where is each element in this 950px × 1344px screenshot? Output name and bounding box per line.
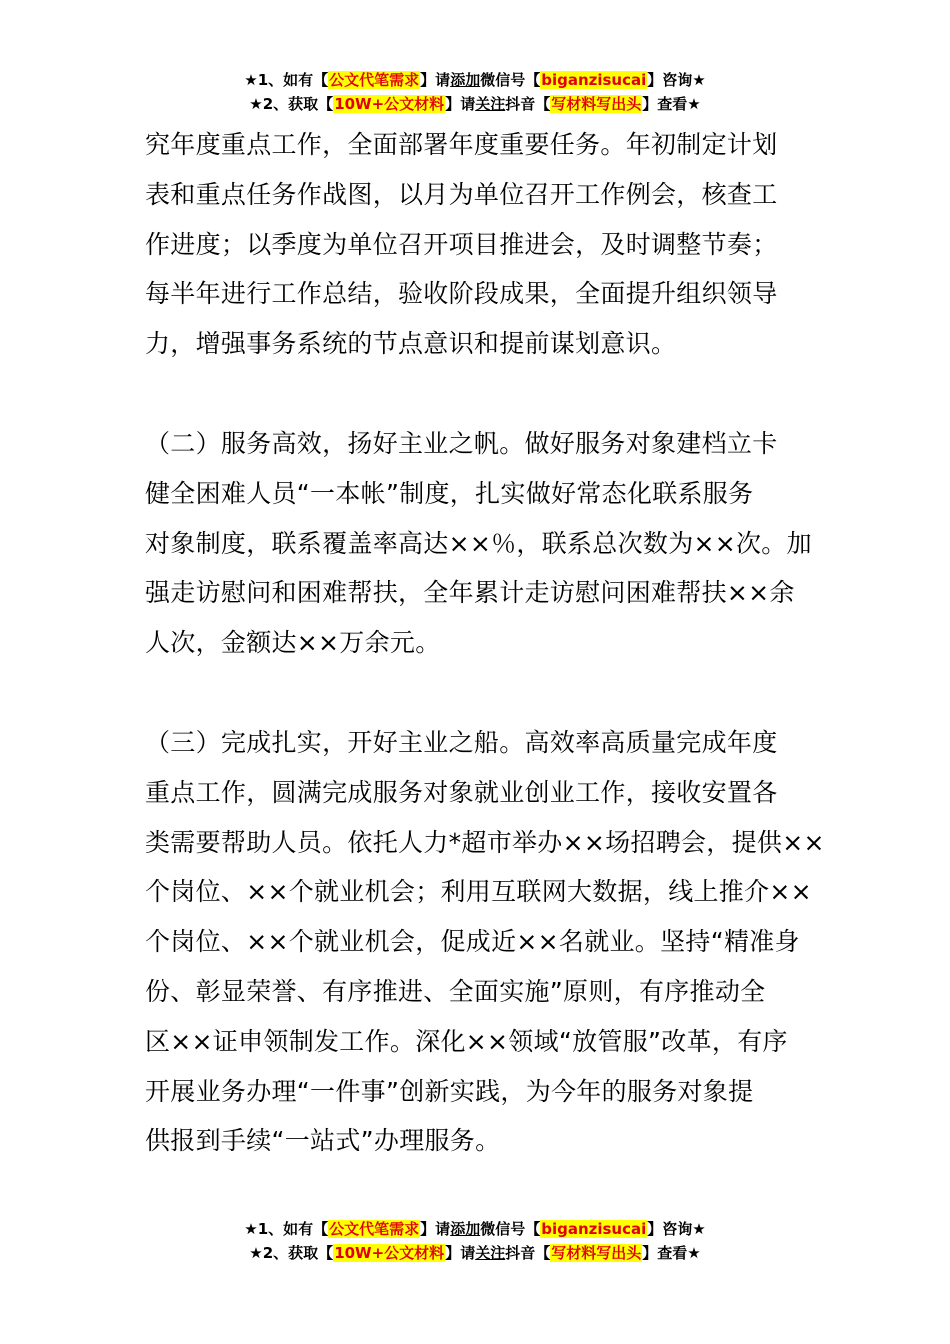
text-line: 每半年进行工作总结，验收阶段成果，全面提升组织领导 [145, 279, 778, 309]
text-line: 供报到手续“一站式”办理服务。 [145, 1126, 501, 1156]
highlight-douyin: 写材料写出头 [551, 95, 642, 113]
text-line: 人次，金额达××万余元。 [145, 628, 441, 658]
paragraph-continuation [145, 120, 807, 369]
text-line: 强走访慰问和困难帮扶，全年累计走访慰问困难帮扶××余 [145, 578, 795, 608]
text-line: 类需要帮助人员。依托人力*超市举办××场招聘会，提供×× [145, 827, 825, 857]
banner-line-2: ★2、获取【10W+公文材料】请关注抖音【写材料写出头】查看★ [249, 1244, 701, 1262]
banner-line-2: ★2、获取【10W+公文材料】请关注抖音【写材料写出头】查看★ [249, 95, 701, 113]
paragraph-completion [145, 718, 825, 1166]
text-line: 对象制度，联系覆盖率高达××％，联系总次数为××次。加 [145, 528, 812, 558]
text-line: 表和重点任务作战图，以月为单位召开工作例会，核查工 [145, 179, 778, 209]
text-line: 个岗位、××个就业机会，促成近××名就业。坚持“精准身 [145, 927, 800, 957]
text-line: 究年度重点工作，全面部署年度重要任务。年初制定计划 [145, 130, 778, 159]
text-line: 个岗位、××个就业机会；利用互联网大数据，线上推介×× [145, 877, 812, 907]
banner-line-1: ★1、如有【公文代笔需求】请添加微信号【biganzisucai】咨询★ [244, 1220, 706, 1238]
header-banner [0, 68, 950, 116]
text-line: 力，增强事务系统的节点意识和提前谋划意识。 [145, 329, 677, 359]
text-line: （三）完成扎实，开好主业之船。高效率高质量完成年度 [145, 728, 778, 757]
highlight-wechat-id: biganzisucai [541, 1220, 647, 1238]
highlight-service: 公文代笔需求 [329, 71, 420, 89]
highlight-materials: 10W+公文材料 [334, 1244, 445, 1262]
highlight-materials: 10W+公文材料 [334, 95, 445, 113]
text-line: 开展业务办理“一件事”创新实践，为今年的服务对象提 [145, 1076, 754, 1106]
highlight-wechat-id: biganzisucai [541, 71, 647, 89]
text-line: 重点工作，圆满完成服务对象就业创业工作，接收安置各 [145, 777, 778, 807]
paragraph-service-efficiency [145, 419, 812, 668]
text-line: 作进度；以季度为单位召开项目推进会，及时调整节奏； [145, 229, 778, 259]
text-line: 份、彰显荣誉、有序推进、全面实施”原则，有序推动全 [145, 976, 766, 1006]
banner-line-1: ★1、如有【公文代笔需求】请添加微信号【biganzisucai】咨询★ [244, 71, 706, 89]
text-line: 区××证申领制发工作。深化××领域“放管服”改革，有序 [145, 1026, 788, 1056]
text-line: （二）服务高效，扬好主业之帆。做好服务对象建档立卡 [145, 429, 778, 458]
text-line: 健全困难人员“一本帐”制度，扎实做好常态化联系服务 [145, 478, 754, 508]
highlight-service: 公文代笔需求 [329, 1220, 420, 1238]
footer-banner [0, 1217, 950, 1265]
highlight-douyin: 写材料写出头 [551, 1244, 642, 1262]
